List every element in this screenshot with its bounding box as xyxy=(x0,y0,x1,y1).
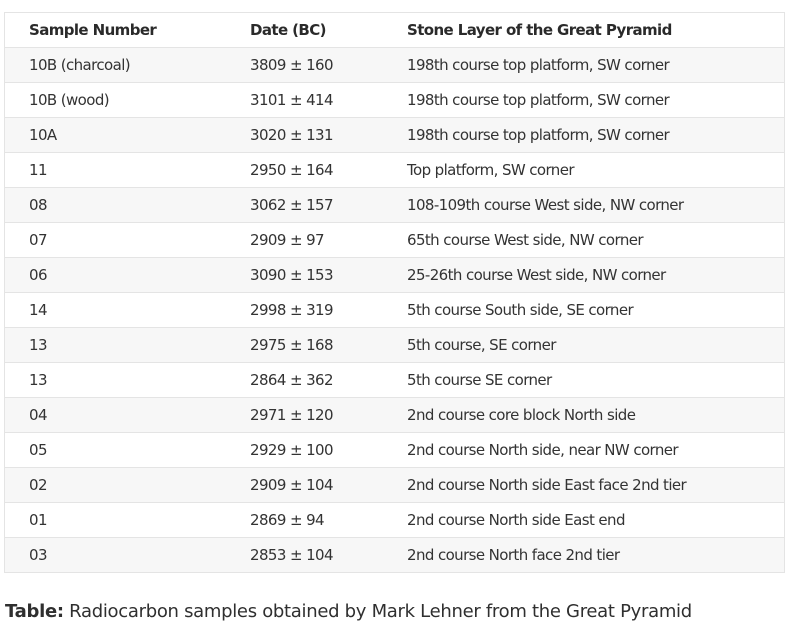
radiocarbon-table-container xyxy=(4,12,785,573)
cell-sample-number: 07 xyxy=(5,223,226,258)
cell-date-bc: 2909 ± 104 xyxy=(226,468,383,503)
table-row xyxy=(5,398,784,433)
cell-stone-layer: 5th course SE corner xyxy=(383,363,784,398)
table-caption xyxy=(5,601,692,622)
cell-stone-layer: 2nd course core block North side xyxy=(383,398,784,433)
table-row xyxy=(5,188,784,223)
cell-sample-number: 08 xyxy=(5,188,226,223)
cell-stone-layer: Top platform, SW corner xyxy=(383,153,784,188)
cell-sample-number: 11 xyxy=(5,153,226,188)
cell-date-bc: 3090 ± 153 xyxy=(226,258,383,293)
cell-sample-number: 10B (charcoal) xyxy=(5,48,226,83)
cell-date-bc: 2853 ± 104 xyxy=(250,546,333,564)
cell-date-bc: 2998 ± 319 xyxy=(226,293,383,328)
caption-lead: Table: xyxy=(5,601,64,622)
table-row xyxy=(5,48,784,83)
table-row xyxy=(5,223,784,258)
cell-stone-layer: 2nd course North face 2nd tier xyxy=(407,546,620,564)
cell-date-bc: 3062 ± 157 xyxy=(226,188,383,223)
cell-stone-layer: 25-26th course West side, NW corner xyxy=(383,258,784,293)
cell-sample-number: 03 xyxy=(29,546,47,564)
cell-stone-layer: 5th course South side, SE corner xyxy=(383,293,784,328)
cell-sample-number: 01 xyxy=(5,503,226,538)
table-body xyxy=(5,48,784,573)
cell-sample-number: 13 xyxy=(5,363,226,398)
cell-date-bc: 2869 ± 94 xyxy=(226,503,383,538)
cell-date-bc: 2909 ± 97 xyxy=(226,223,383,258)
radiocarbon-table xyxy=(5,13,784,572)
table-row xyxy=(5,83,784,118)
cell-stone-layer: 108-109th course West side, NW corner xyxy=(383,188,784,223)
cell-stone-layer: 198th course top platform, SW corner xyxy=(383,83,784,118)
cell-sample-number: 14 xyxy=(5,293,226,328)
table-row xyxy=(5,468,784,503)
cell-sample-number: 04 xyxy=(5,398,226,433)
table-row xyxy=(5,433,784,468)
cell-date-bc: 3809 ± 160 xyxy=(226,48,383,83)
cell-date-bc: 2971 ± 120 xyxy=(226,398,383,433)
cell-stone-layer: 198th course top platform, SW corner xyxy=(383,118,784,153)
cell-date-bc: 2864 ± 362 xyxy=(226,363,383,398)
cell-stone-layer: 2nd course North side, near NW corner xyxy=(383,433,784,468)
table-row xyxy=(5,258,784,293)
header-sample-number: Sample Number xyxy=(5,13,226,48)
cell-sample-number: 10B (wood) xyxy=(5,83,226,118)
cell-sample-number: 06 xyxy=(5,258,226,293)
cell-date-bc: 2975 ± 168 xyxy=(226,328,383,363)
table-row xyxy=(5,328,784,363)
cell-date-bc: 2950 ± 164 xyxy=(226,153,383,188)
cell-stone-layer: 65th course West side, NW corner xyxy=(383,223,784,258)
header-stone-layer: Stone Layer of the Great Pyramid xyxy=(383,13,784,48)
cell-date-bc: 3020 ± 131 xyxy=(226,118,383,153)
cell-stone-layer: 2nd course North side East face 2nd tier xyxy=(383,468,784,503)
cell-sample-number: 05 xyxy=(5,433,226,468)
table-row xyxy=(5,153,784,188)
cell-sample-number: 10A xyxy=(5,118,226,153)
table-row xyxy=(5,118,784,153)
table-row xyxy=(5,503,784,538)
cell-date-bc: 3101 ± 414 xyxy=(226,83,383,118)
cell-sample-number: 13 xyxy=(5,328,226,363)
table-header-row xyxy=(5,13,784,48)
cell-stone-layer: 2nd course North side East end xyxy=(383,503,784,538)
cell-stone-layer: 198th course top platform, SW corner xyxy=(383,48,784,83)
table-row xyxy=(5,538,784,573)
cell-date-bc: 2929 ± 100 xyxy=(226,433,383,468)
cell-sample-number: 02 xyxy=(5,468,226,503)
cell-stone-layer: 5th course, SE corner xyxy=(383,328,784,363)
table-row xyxy=(5,293,784,328)
table-row xyxy=(5,363,784,398)
header-date-bc: Date (BC) xyxy=(226,13,383,48)
caption-text: Radiocarbon samples obtained by Mark Lehner from the Great Pyramid xyxy=(63,601,692,622)
